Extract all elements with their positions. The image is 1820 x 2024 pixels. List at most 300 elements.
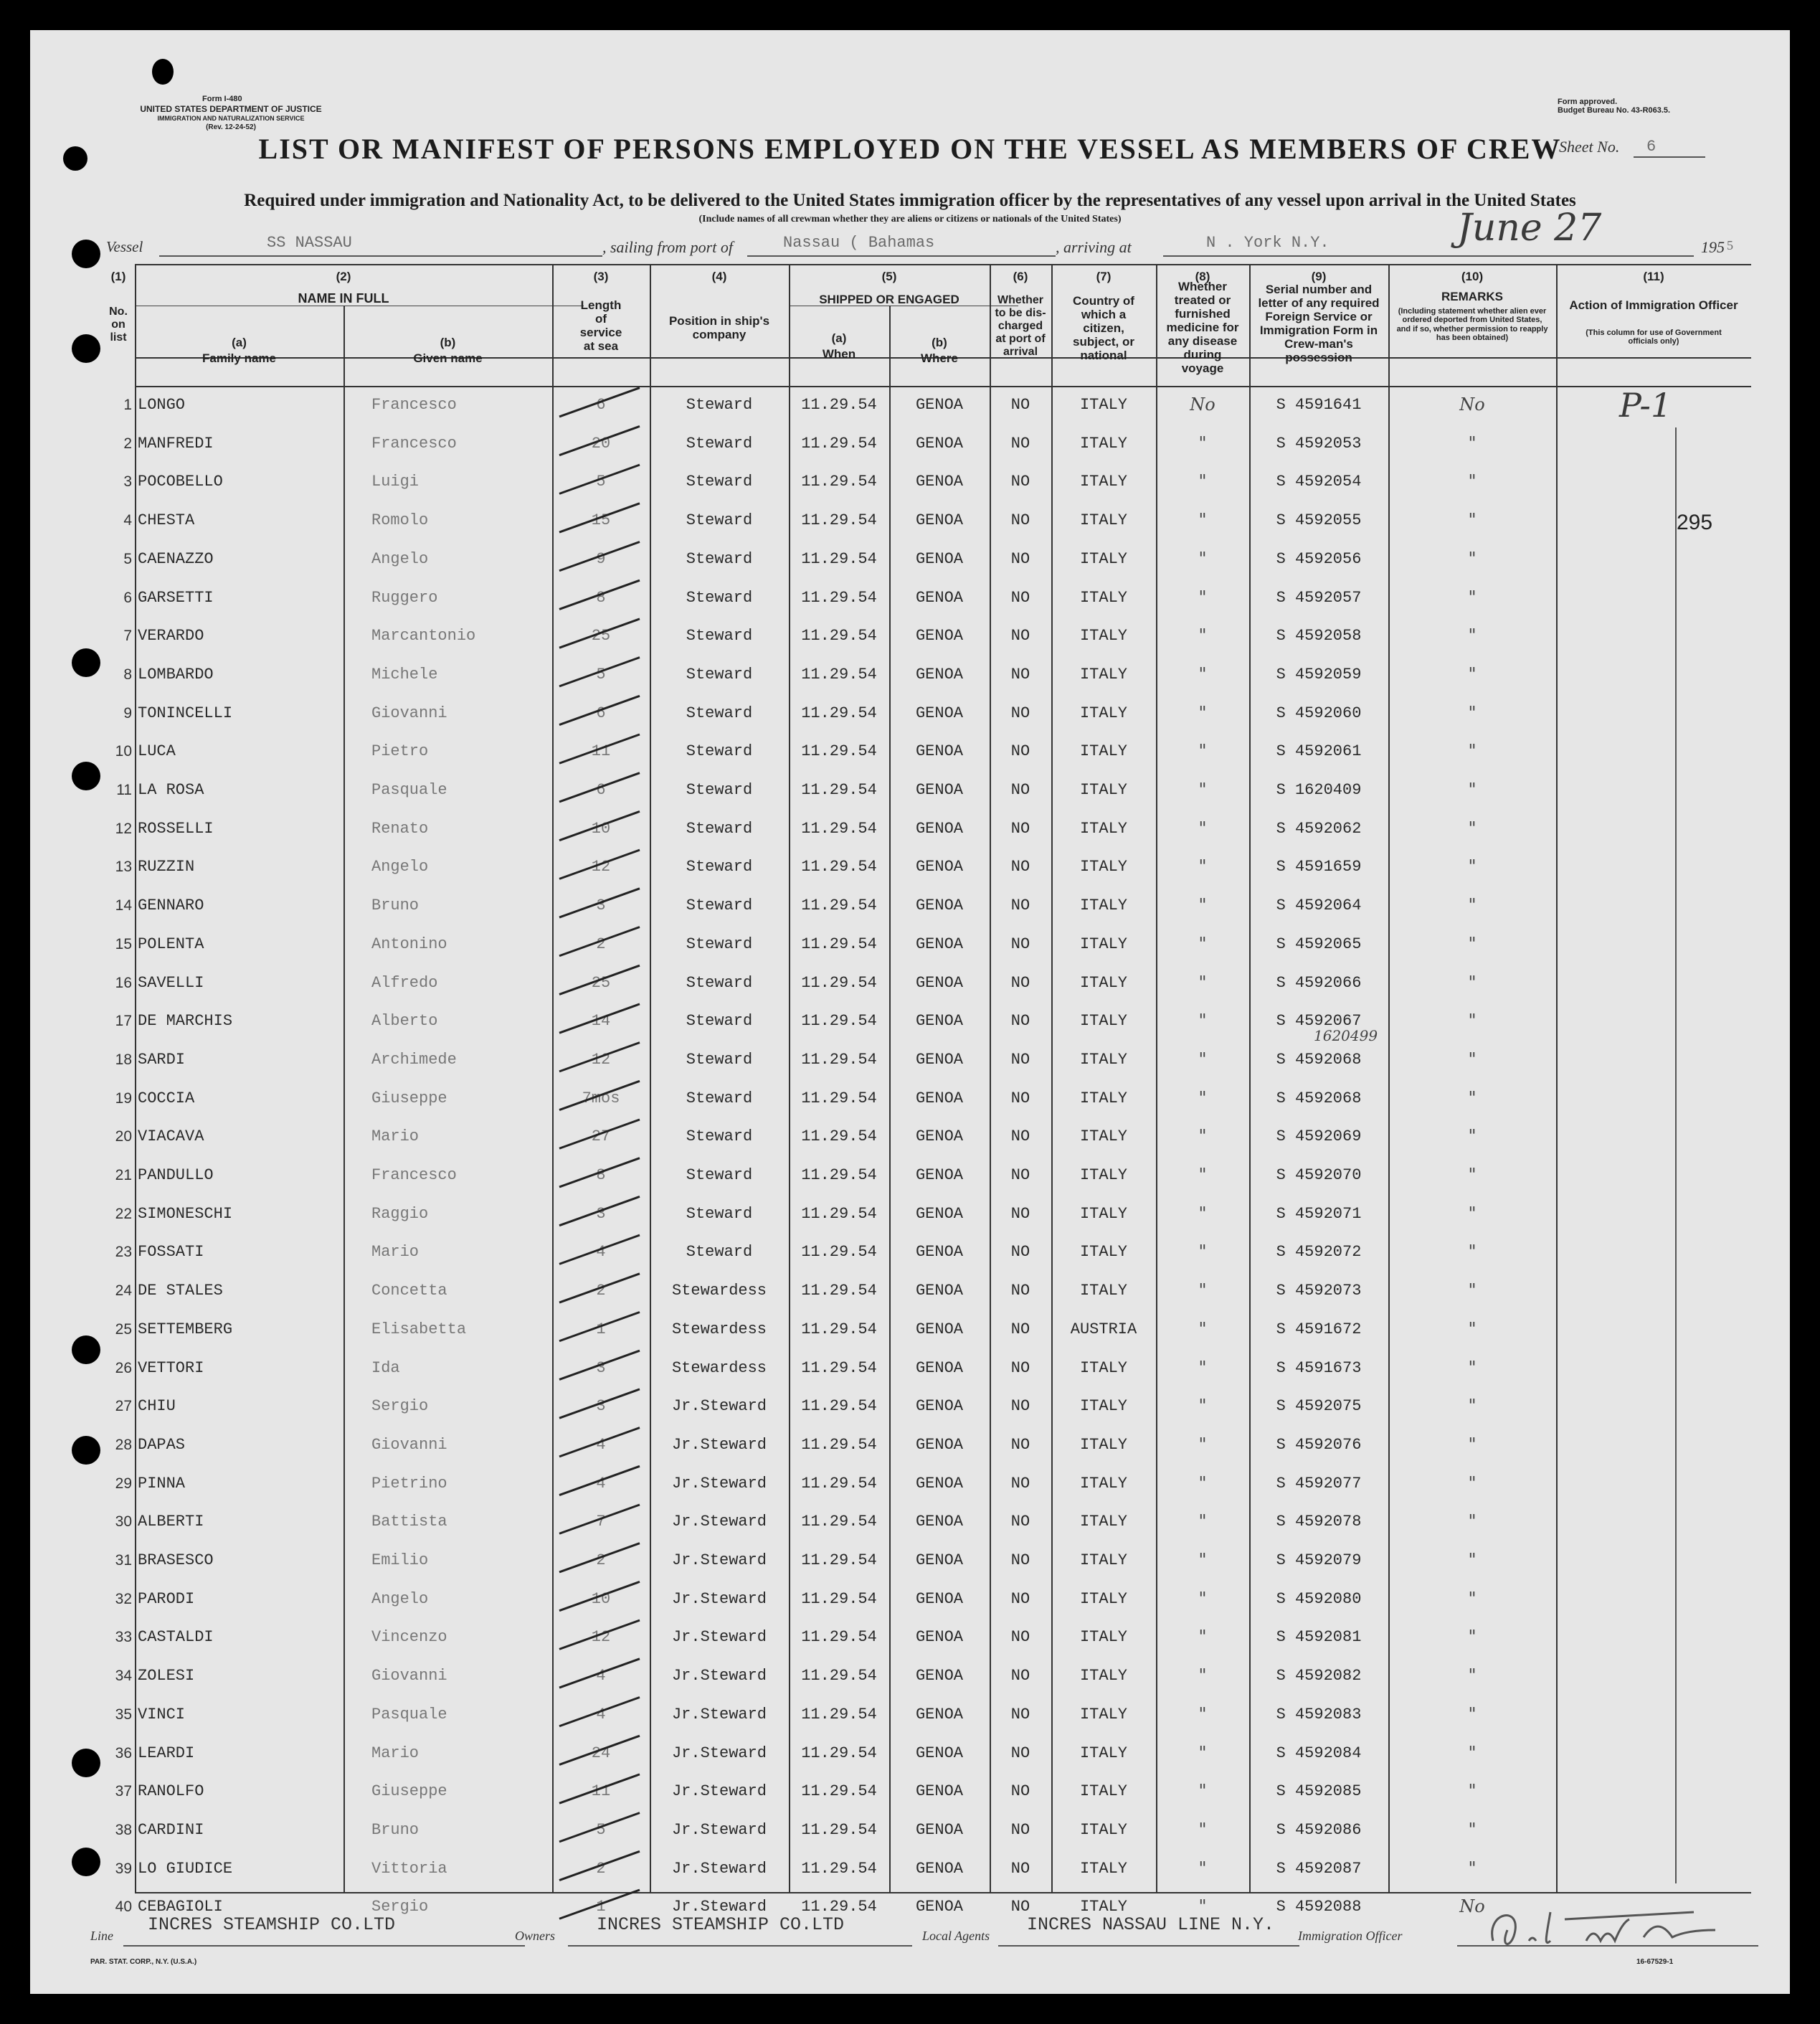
year-label: 195	[1701, 238, 1725, 256]
cell-when: 11.29.54	[801, 511, 877, 530]
cell-given: Archimede	[371, 1050, 457, 1069]
cell-serial: S 4592082	[1276, 1667, 1362, 1685]
cell-no: 12	[115, 820, 132, 837]
service-strike-stroke	[559, 965, 640, 994]
cell-position: Steward	[686, 935, 753, 953]
cell-position: Steward	[686, 627, 753, 645]
cell-serial: S 4592057	[1276, 588, 1362, 607]
cell-where: GENOA	[915, 704, 963, 722]
cell-given: Marcantonio	[371, 627, 476, 645]
cell-treated: "	[1198, 1049, 1207, 1069]
header-col8: Whether treated or furnished medicine for any disease during voyage	[1166, 280, 1239, 376]
cell-where: GENOA	[915, 781, 963, 799]
cell-discharged: NO	[1010, 1358, 1030, 1377]
cell-country: ITALY	[1079, 1589, 1127, 1608]
cell-country: ITALY	[1079, 781, 1127, 799]
cell-no: 21	[115, 1167, 132, 1183]
cell-treated: "	[1198, 625, 1207, 646]
cell-country: ITALY	[1079, 973, 1127, 992]
cell-country: ITALY	[1079, 1705, 1127, 1723]
cell-family: GARSETTI	[138, 588, 214, 607]
agents-name: INCRES NASSAU LINE N.Y.	[1027, 1914, 1275, 1935]
service-strike-stroke	[559, 696, 640, 724]
cell-serial: S 4592068	[1276, 1050, 1362, 1069]
cell-remarks: "	[1468, 1203, 1477, 1224]
cell-country: ITALY	[1079, 1551, 1127, 1569]
cell-serial: S 4592059	[1276, 665, 1362, 684]
cell-treated: "	[1198, 702, 1207, 723]
cell-family: CAENAZZO	[138, 549, 214, 568]
cell-family: DE STALES	[138, 1282, 223, 1300]
cell-discharged: NO	[1010, 1012, 1030, 1031]
cell-where: GENOA	[915, 1551, 963, 1569]
cell-treated: "	[1198, 471, 1207, 492]
cell-discharged: NO	[1010, 742, 1030, 761]
cell-country: ITALY	[1079, 1243, 1127, 1262]
cell-when: 11.29.54	[801, 1050, 877, 1069]
cell-discharged: NO	[1010, 973, 1030, 992]
cell-no: 16	[115, 974, 132, 991]
cell-service: 8	[596, 1166, 606, 1184]
cell-given: Vincenzo	[371, 1628, 447, 1647]
service-strike-stroke	[559, 1081, 640, 1110]
cell-family: FOSSATI	[138, 1243, 204, 1262]
cell-discharged: NO	[1010, 1589, 1030, 1608]
header-col11: Action of Immigration Officer	[1569, 298, 1738, 312]
cell-where: GENOA	[915, 665, 963, 684]
cell-given: Raggio	[371, 1204, 429, 1223]
cell-where: GENOA	[915, 1127, 963, 1146]
cell-no: 9	[123, 704, 132, 722]
cell-treated: "	[1198, 432, 1207, 453]
cell-given: Mario	[371, 1744, 420, 1762]
cell-position: Jr.Steward	[671, 1667, 767, 1685]
cell-remarks: "	[1468, 1627, 1477, 1647]
cell-given: Giovanni	[371, 704, 447, 722]
cell-discharged: NO	[1010, 1859, 1030, 1878]
cell-no: 6	[123, 589, 132, 606]
cell-treated: "	[1198, 933, 1207, 954]
cell-when: 11.29.54	[801, 935, 877, 953]
cell-serial: S 4592078	[1276, 1513, 1362, 1531]
header-col5b: Where	[921, 351, 958, 365]
cell-discharged: NO	[1010, 1667, 1030, 1685]
cell-country: ITALY	[1079, 549, 1127, 568]
cell-treated: "	[1198, 780, 1207, 800]
cell-remarks: "	[1468, 1781, 1477, 1802]
cell-where: GENOA	[915, 1474, 963, 1493]
cell-family: PINNA	[138, 1474, 186, 1493]
cell-no: 2	[123, 435, 132, 452]
cell-discharged: NO	[1010, 1474, 1030, 1493]
cell-where: GENOA	[915, 627, 963, 645]
cell-family: CASTALDI	[138, 1628, 214, 1647]
service-strike-stroke	[559, 1736, 640, 1764]
header-col10: REMARKS	[1441, 290, 1503, 303]
cell-service: 24	[591, 1744, 611, 1762]
service-strike-stroke	[559, 1428, 640, 1457]
cell-given: Angelo	[371, 1589, 429, 1608]
cell-serial: S 4592085	[1276, 1782, 1362, 1801]
cell-family: DAPAS	[138, 1435, 186, 1454]
service-strike-stroke	[559, 927, 640, 955]
cell-given: Michele	[371, 665, 438, 684]
cell-country: ITALY	[1079, 434, 1127, 453]
cell-given: Bruno	[371, 1820, 420, 1839]
cell-when: 11.29.54	[801, 434, 877, 453]
cell-family: DE MARCHIS	[138, 1012, 233, 1031]
cell-no: 34	[115, 1668, 132, 1685]
cell-when: 11.29.54	[801, 1358, 877, 1377]
service-strike-stroke	[559, 850, 640, 879]
cell-where: GENOA	[915, 1358, 963, 1377]
cell-family: SARDI	[138, 1050, 186, 1069]
cell-discharged: NO	[1010, 704, 1030, 722]
cell-position: Stewardess	[671, 1282, 767, 1300]
cell-where: GENOA	[915, 1782, 963, 1801]
cell-when: 11.29.54	[801, 819, 877, 838]
cell-service: 6	[596, 781, 606, 799]
cell-discharged: NO	[1010, 434, 1030, 453]
cell-country: ITALY	[1079, 1628, 1127, 1647]
cell-when: 11.29.54	[801, 1782, 877, 1801]
cell-no: 11	[116, 782, 132, 798]
cell-country: ITALY	[1079, 1513, 1127, 1531]
cell-remarks: "	[1468, 432, 1477, 453]
service-strike-stroke	[559, 1274, 640, 1302]
cell-discharged: NO	[1010, 1204, 1030, 1223]
cell-discharged: NO	[1010, 1282, 1030, 1300]
cell-discharged: NO	[1010, 1744, 1030, 1762]
cell-no: 20	[115, 1128, 132, 1145]
header-col11-number: (11)	[1643, 270, 1664, 283]
cell-country: ITALY	[1079, 897, 1127, 915]
cell-remarks: "	[1468, 587, 1477, 607]
cell-when: 11.29.54	[801, 1859, 877, 1878]
cell-serial: S 4592075	[1276, 1397, 1362, 1416]
cell-remarks: "	[1468, 1703, 1477, 1724]
cell-discharged: NO	[1010, 1513, 1030, 1531]
cell-country: ITALY	[1079, 627, 1127, 645]
cell-where: GENOA	[915, 897, 963, 915]
cell-serial: S 4592081	[1276, 1628, 1362, 1647]
cell-when: 11.29.54	[801, 1744, 877, 1762]
cell-family: CHESTA	[138, 511, 195, 530]
cell-given: Alfredo	[371, 973, 438, 992]
cell-country: ITALY	[1079, 473, 1127, 491]
vessel-label: Vessel	[106, 238, 143, 255]
cell-discharged: NO	[1010, 819, 1030, 838]
cell-remarks: "	[1468, 510, 1477, 531]
cell-treated: "	[1198, 1781, 1207, 1802]
cell-discharged: NO	[1010, 1089, 1030, 1107]
cell-where: GENOA	[915, 473, 963, 491]
cell-given: Francesco	[371, 1166, 457, 1184]
cell-service: 4	[596, 1435, 606, 1454]
cell-position: Jr.Steward	[671, 1820, 767, 1839]
cell-discharged: NO	[1010, 1050, 1030, 1069]
cell-position: Steward	[686, 1204, 753, 1223]
cell-no: 18	[115, 1051, 132, 1068]
cell-family: RUZZIN	[138, 858, 195, 876]
cell-where: GENOA	[915, 1320, 963, 1338]
service-strike-stroke	[559, 1813, 640, 1842]
sheet-label: Sheet No.	[1559, 138, 1620, 156]
cell-service: 12	[591, 1050, 611, 1069]
header-col7: Country of which a citizen, subject, or national	[1073, 294, 1134, 363]
cell-service: 1	[596, 1320, 606, 1338]
cell-country: ITALY	[1079, 935, 1127, 953]
cell-serial: S 1620409	[1276, 781, 1362, 799]
cell-given: Francesco	[371, 396, 457, 414]
service-strike-stroke	[559, 1543, 640, 1572]
cell-no: 4	[123, 512, 132, 529]
service-strike-stroke	[559, 1581, 640, 1610]
port-of-arrival: N . York N.Y.	[1206, 234, 1330, 252]
cell-no: 5	[123, 550, 132, 567]
printer-mark: PAR. STAT. CORP., N.Y. (U.S.A.)	[90, 1958, 197, 1966]
cell-remarks: No	[1459, 394, 1485, 415]
cell-remarks: "	[1468, 1588, 1477, 1609]
cell-no: 31	[115, 1552, 132, 1569]
serial-correction-note: 1620499	[1314, 1026, 1378, 1044]
cell-where: GENOA	[915, 396, 963, 414]
budget-number: Budget Bureau No. 43-R063.5.	[1558, 106, 1671, 115]
cell-given: Mario	[371, 1243, 420, 1262]
cell-position: Steward	[686, 704, 753, 722]
cell-when: 11.29.54	[801, 1397, 877, 1416]
page-subtitle: Required under immigration and Nationality Act, to be delivered to the United States immigration officer by the representatives of any vessel upon arrival in the United States	[244, 191, 1576, 210]
cell-treated: "	[1198, 972, 1207, 993]
cell-no: 36	[115, 1744, 132, 1761]
service-strike-stroke	[559, 1505, 640, 1533]
service-strike-stroke	[559, 1774, 640, 1803]
cell-discharged: NO	[1010, 1898, 1030, 1916]
cell-remarks: "	[1468, 856, 1477, 877]
cell-remarks: "	[1468, 702, 1477, 723]
cell-country: ITALY	[1079, 1782, 1127, 1801]
cell-treated: "	[1198, 663, 1207, 684]
cell-when: 11.29.54	[801, 1282, 877, 1300]
cell-treated: "	[1198, 1318, 1207, 1339]
service-strike-stroke	[559, 1196, 640, 1225]
cell-discharged: NO	[1010, 781, 1030, 799]
cell-family: GENNARO	[138, 897, 204, 915]
cell-service: 11	[591, 1782, 611, 1801]
arrival-date: June 27	[1457, 207, 1602, 250]
cell-when: 11.29.54	[801, 704, 877, 722]
cell-no: 39	[115, 1860, 132, 1877]
cell-where: GENOA	[915, 1204, 963, 1223]
cell-when: 11.29.54	[801, 1204, 877, 1223]
cell-service: 7	[596, 1513, 606, 1531]
cell-given: Giovanni	[371, 1667, 447, 1685]
cell-when: 11.29.54	[801, 1089, 877, 1107]
cell-treated: "	[1198, 1550, 1207, 1570]
cell-no: 23	[115, 1244, 132, 1261]
service-strike-stroke	[559, 773, 640, 802]
cell-treated: "	[1198, 895, 1207, 916]
cell-no: 38	[115, 1821, 132, 1838]
cell-where: GENOA	[915, 1589, 963, 1608]
cell-remarks: "	[1468, 1665, 1477, 1686]
header-col6-number: (6)	[1013, 270, 1028, 283]
cell-family: VINCI	[138, 1705, 186, 1723]
cell-given: Pietro	[371, 742, 429, 761]
cell-country: ITALY	[1079, 1166, 1127, 1184]
cell-no: 40	[115, 1898, 132, 1916]
cell-discharged: NO	[1010, 1782, 1030, 1801]
cell-serial: S 4591672	[1276, 1320, 1362, 1338]
cell-service: 5	[596, 665, 606, 684]
cell-service: 6	[596, 704, 606, 722]
cell-serial: S 4592055	[1276, 511, 1362, 530]
cell-service: 3	[596, 1204, 606, 1223]
cell-remarks: "	[1468, 548, 1477, 569]
cell-serial: S 4592064	[1276, 897, 1362, 915]
line-label: Line	[90, 1929, 114, 1943]
cell-country: ITALY	[1079, 1050, 1127, 1069]
service-strike-stroke	[559, 1659, 640, 1688]
service-strike-stroke	[559, 889, 640, 917]
cell-service: 10	[591, 1589, 611, 1608]
line-name: INCRES STEAMSHIP CO.LTD	[148, 1914, 396, 1935]
cell-serial: S 4592056	[1276, 549, 1362, 568]
cell-service: 14	[591, 1012, 611, 1031]
cell-position: Steward	[686, 1012, 753, 1031]
cell-service: 2	[596, 935, 606, 953]
cell-discharged: NO	[1010, 473, 1030, 491]
cell-given: Angelo	[371, 549, 429, 568]
cell-remarks: "	[1468, 1742, 1477, 1763]
owners-name: INCRES STEAMSHIP CO.LTD	[597, 1914, 845, 1935]
service-strike-stroke	[559, 1004, 640, 1033]
header-col2a: Family name	[202, 351, 276, 365]
vessel-name: SS NASSAU	[267, 234, 352, 252]
cell-serial: S 4592086	[1276, 1820, 1362, 1839]
form-number: Form I-480	[202, 95, 242, 103]
cell-when: 11.29.54	[801, 549, 877, 568]
cell-given: Francesco	[371, 434, 457, 453]
cell-country: ITALY	[1079, 1898, 1127, 1916]
page-subnote: (Include names of all crewman whether they are aliens or citizens or nationals of the United States)	[698, 214, 1122, 224]
cell-serial: S 4592071	[1276, 1204, 1362, 1223]
cell-no: 17	[115, 1013, 132, 1030]
cell-family: POCOBELLO	[138, 473, 223, 491]
cell-country: ITALY	[1079, 1744, 1127, 1762]
cell-when: 11.29.54	[801, 1589, 877, 1608]
cell-where: GENOA	[915, 1435, 963, 1454]
cell-discharged: NO	[1010, 1243, 1030, 1262]
service-strike-stroke	[559, 619, 640, 648]
cell-position: Steward	[686, 858, 753, 876]
cell-family: CARDINI	[138, 1820, 204, 1839]
cell-service: 10	[591, 819, 611, 838]
cell-country: ITALY	[1079, 742, 1127, 761]
header-col9-number: (9)	[1311, 270, 1327, 283]
cell-service: 3	[596, 1358, 606, 1377]
cell-family: MANFREDI	[138, 434, 214, 453]
cell-where: GENOA	[915, 1513, 963, 1531]
cell-remarks: "	[1468, 780, 1477, 800]
service-strike-stroke	[559, 1312, 640, 1340]
cell-position: Steward	[686, 1243, 753, 1262]
cell-discharged: NO	[1010, 1820, 1030, 1839]
cell-discharged: NO	[1010, 1435, 1030, 1454]
cell-position: Steward	[686, 1166, 753, 1184]
cell-treated: "	[1198, 856, 1207, 877]
cell-treated: "	[1198, 1203, 1207, 1224]
header-col3: Length of service at sea	[579, 298, 622, 354]
officer-label: Immigration Officer	[1298, 1929, 1403, 1943]
cell-family: COCCIA	[138, 1089, 195, 1107]
cell-discharged: NO	[1010, 1705, 1030, 1723]
cell-serial: S 4592077	[1276, 1474, 1362, 1493]
cell-position: Steward	[686, 511, 753, 530]
cell-treated: "	[1198, 1627, 1207, 1647]
service-strike-stroke	[559, 1120, 640, 1148]
cell-when: 11.29.54	[801, 1820, 877, 1839]
cell-no: 1	[123, 397, 132, 413]
cell-remarks: No	[1459, 1896, 1485, 1917]
cell-position: Steward	[686, 396, 753, 414]
cell-given: Elisabetta	[371, 1320, 467, 1338]
cell-position: Stewardess	[671, 1320, 767, 1338]
cell-family: LO GIUDICE	[138, 1859, 233, 1878]
service-strike-stroke	[559, 388, 640, 417]
cell-given: Ida	[371, 1358, 400, 1377]
cell-family: SETTEMBERG	[138, 1320, 233, 1338]
cell-treated: "	[1198, 1357, 1207, 1378]
cell-treated: "	[1198, 1819, 1207, 1840]
cell-family: ROSSELLI	[138, 819, 214, 838]
service-strike-stroke	[559, 1697, 640, 1726]
cell-where: GENOA	[915, 1898, 963, 1916]
cell-given: Vittoria	[371, 1859, 447, 1878]
cell-discharged: NO	[1010, 549, 1030, 568]
cell-serial: S 4592073	[1276, 1282, 1362, 1300]
cell-where: GENOA	[915, 1744, 963, 1762]
cell-no: 35	[115, 1706, 132, 1723]
cell-where: GENOA	[915, 1859, 963, 1878]
cell-treated: "	[1198, 1665, 1207, 1686]
cell-family: TONINCELLI	[138, 704, 233, 722]
cell-given: Battista	[371, 1513, 447, 1531]
cell-serial: S 4592068	[1276, 1089, 1362, 1107]
cell-remarks: "	[1468, 1242, 1477, 1262]
cell-remarks: "	[1468, 1357, 1477, 1378]
cell-country: ITALY	[1079, 858, 1127, 876]
cell-family: POLENTA	[138, 935, 204, 953]
cell-where: GENOA	[915, 1820, 963, 1839]
cell-given: Concetta	[371, 1282, 447, 1300]
cell-serial: S 4592083	[1276, 1705, 1362, 1723]
header-col4: Position in ship's company	[668, 314, 770, 342]
cell-country: ITALY	[1079, 819, 1127, 838]
service-strike-stroke	[559, 1851, 640, 1880]
cell-treated: "	[1198, 587, 1207, 607]
service-strike-stroke	[559, 465, 640, 493]
header-col4-number: (4)	[711, 270, 727, 283]
cell-family: LA ROSA	[138, 781, 204, 799]
header-col2b-number: (b)	[440, 336, 456, 349]
cell-serial: S 4592062	[1276, 819, 1362, 838]
cell-where: GENOA	[915, 973, 963, 992]
cell-service: 1	[596, 1898, 606, 1916]
cell-family: ALBERTI	[138, 1513, 204, 1531]
page-title: LIST OR MANIFEST OF PERSONS EMPLOYED ON THE VESSEL AS MEMBERS OF CREW	[258, 133, 1562, 165]
cell-family: CEBAGIOLI	[138, 1898, 223, 1916]
